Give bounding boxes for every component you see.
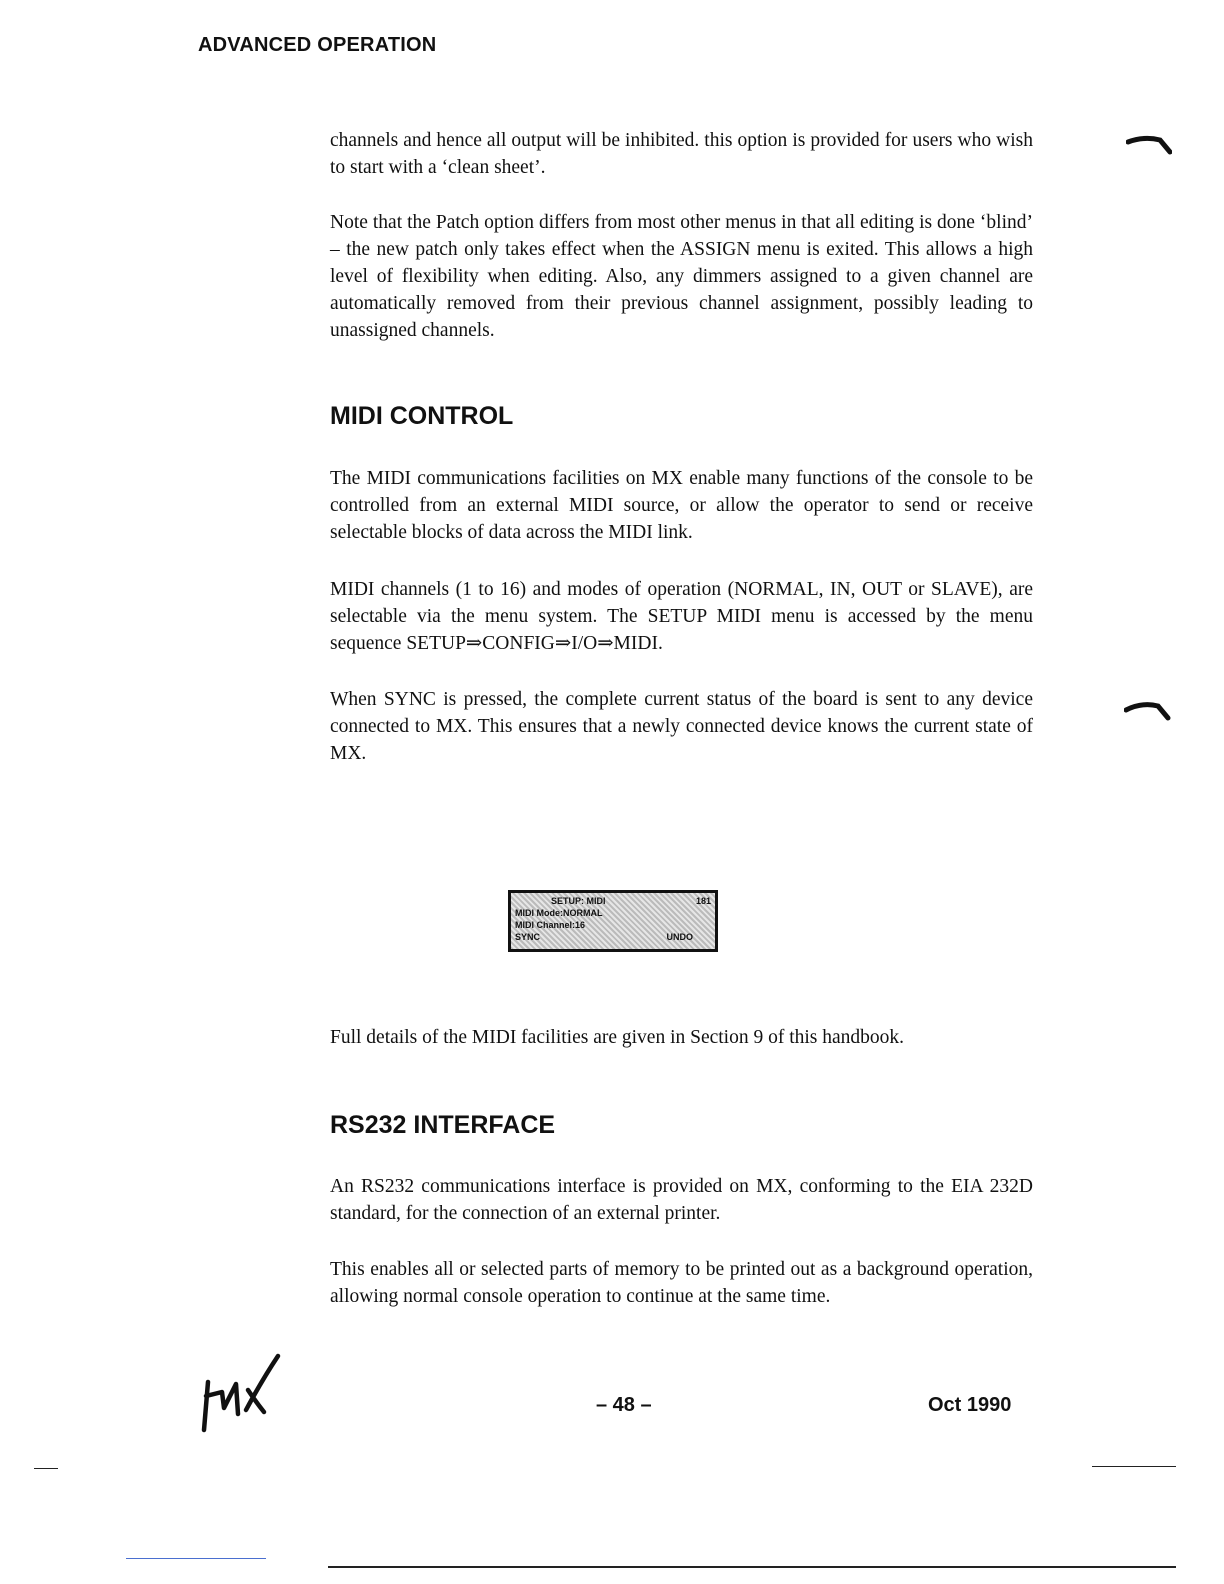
heading-rs232-interface: RS232 INTERFACE bbox=[330, 1111, 556, 1139]
paragraph bbox=[330, 209, 1033, 344]
lcd-line-3 bbox=[515, 919, 711, 931]
binding-mark-icon bbox=[1126, 134, 1172, 156]
paragraph bbox=[330, 1256, 1033, 1310]
scan-artifact-line bbox=[328, 1566, 1176, 1568]
lcd-display-setup-midi bbox=[508, 890, 718, 952]
paragraph bbox=[330, 1173, 1033, 1227]
lcd-undo: UNDO bbox=[666, 932, 693, 942]
paragraph bbox=[330, 127, 1033, 181]
lcd-midi-mode: MIDI Mode:NORMAL bbox=[515, 908, 603, 918]
footer-date: Oct 1990 bbox=[928, 1394, 1012, 1416]
binding-mark-icon bbox=[1124, 700, 1172, 722]
lcd-page-indicator: 181 bbox=[695, 896, 711, 906]
paragraph-text: The MIDI communications facilities on MX enable many functions of the console to be controlled from an external MIDI source, or allow the operator to send or receive selectable blocks of data across the MIDI link. bbox=[330, 468, 1033, 543]
paragraph bbox=[330, 686, 1033, 767]
scan-artifact-line bbox=[126, 1558, 266, 1559]
paragraph-text: Full details of the MIDI facilities are given in Section 9 of this handbook. bbox=[330, 1027, 905, 1048]
mx-logo bbox=[196, 1352, 286, 1441]
lcd-line-4 bbox=[515, 931, 711, 943]
heading-midi-control: MIDI CONTROL bbox=[330, 402, 514, 430]
lcd-title: SETUP: MIDI bbox=[551, 896, 606, 906]
paragraph-text: When SYNC is pressed, the complete current status of the board is sent to any device connected to MX. This ensures that a newly connected device knows the current state of MX. bbox=[330, 689, 1033, 764]
paragraph bbox=[330, 465, 1033, 546]
paragraph-text: This enables all or selected parts of memory to be printed out as a background operation, allowing normal console operation to continue at the same time. bbox=[330, 1259, 1033, 1307]
paragraph-text: An RS232 communications interface is provided on MX, conforming to the EIA 232D standard, for the connection of an external printer. bbox=[330, 1176, 1033, 1224]
lcd-midi-channel: MIDI Channel:16 bbox=[515, 920, 586, 930]
lcd-line-1 bbox=[515, 895, 711, 907]
paragraph bbox=[330, 1024, 1033, 1051]
lcd-sync: SYNC bbox=[515, 932, 541, 942]
scan-artifact-line bbox=[1092, 1466, 1176, 1467]
paragraph-text: Note that the Patch option differs from most other menus in that all editing is done ‘blind’ – the new patch only takes effect when the ASSIGN menu is exited. This allows a high level of flexibility when editing. Also, any dimmers assigned to a given channel are automatically removed from their previous channel assignment, possibly leading to unassigned channels. bbox=[330, 212, 1033, 341]
section-header: ADVANCED OPERATION bbox=[198, 34, 437, 56]
page-number: – 48 – bbox=[596, 1394, 652, 1416]
paragraph bbox=[330, 576, 1033, 657]
scan-artifact-line bbox=[34, 1468, 58, 1469]
paragraph-text: MIDI channels (1 to 16) and modes of operation (NORMAL, IN, OUT or SLAVE), are selectable via the menu system. The SETUP MIDI menu is accessed by the menu sequence SETUP⇒CONFIG⇒I/O⇒MIDI. bbox=[330, 579, 1033, 654]
lcd-line-2 bbox=[515, 907, 711, 919]
mx-logo-icon bbox=[196, 1352, 286, 1436]
paragraph-text: channels and hence all output will be inhibited. this option is provided for users who wish to start with a ‘clean sheet’. bbox=[330, 130, 1033, 178]
